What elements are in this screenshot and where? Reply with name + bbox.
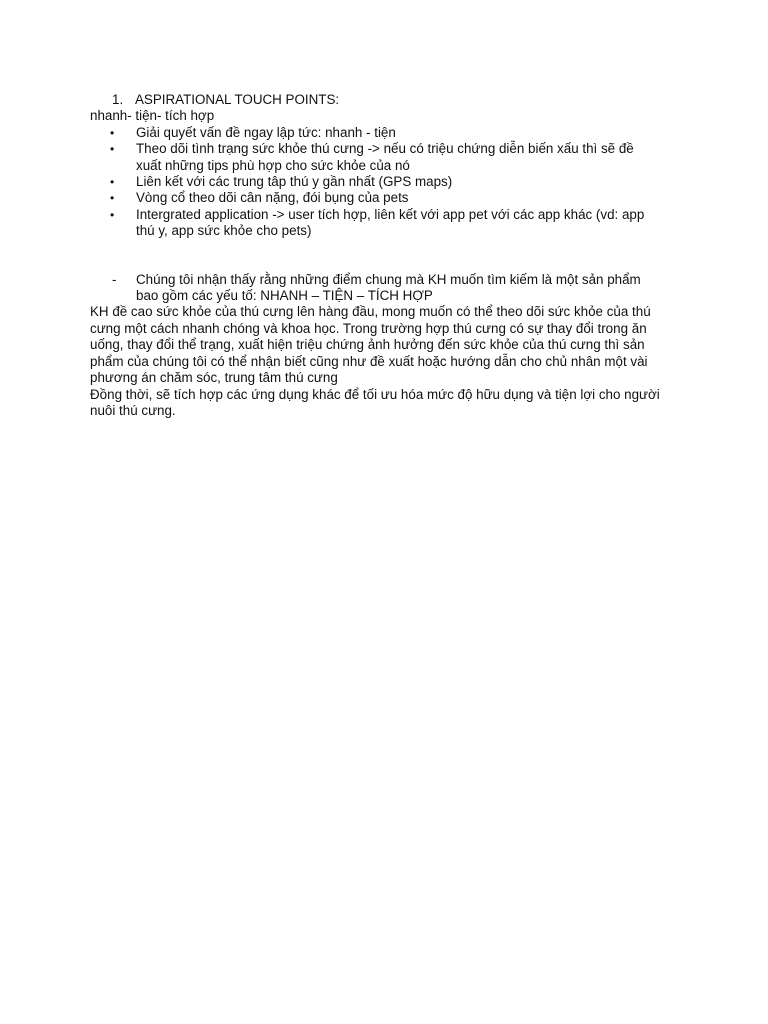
section-heading xyxy=(112,92,670,108)
paragraph-integration: Đồng thời, sẽ tích hợp các ứng dụng khác để tối ưu hóa mức độ hữu dụng và tiện lợi cho người nuôi thú cưng. xyxy=(90,386,660,418)
bullet-icon: • xyxy=(110,142,115,157)
bullet-text: Liên kết với các trung tâp thú y gần nhất (GPS maps) xyxy=(136,174,453,190)
bullet-icon: • xyxy=(110,125,115,140)
dash-item-text: Chúng tôi nhận thấy rằng những điểm chung mà KH muốn tìm kiếm là một sản phẩm bao gồm các yếu tố: NHANH – TIỆN – TÍCH HỢP xyxy=(136,271,641,304)
list-item xyxy=(110,207,670,240)
conclusion-dash-item xyxy=(112,272,670,305)
bullet-icon: • xyxy=(110,191,115,206)
blank-space xyxy=(90,240,670,272)
bullet-text: Intergrated application -> user tích hợp, liên kết với app pet với các app khác (vd: app thú y, app sức khỏe cho pets) xyxy=(136,206,645,239)
bullet-icon: • xyxy=(110,175,115,190)
bullet-text: Theo dõi tình trạng sức khỏe thú cưng -> nếu có triệu chứng diễn biến xấu thì sẽ đề xuất những tips phù hợp cho sức khỏe của nó xyxy=(136,141,634,173)
bullet-text: Vòng cổ theo dõi cân nặng, đói bụng của pets xyxy=(136,190,409,206)
list-item xyxy=(110,190,670,206)
paragraph-customer-needs: KH đề cao sức khỏe của thú cưng lên hàng đầu, mong muốn có thể theo dõi sức khỏe của thú cưng một cách nhanh chóng và khoa học. Trong trường hợp thú cưng có sự thay đổi trong ăn uống, thay đổi thể trạng, xuất hiện triệu chứng ảnh hưởng đến sức khỏe của thú cưng thì sản phẩm của chúng tôi có thể nhận biết cũng như đề xuất hoặc hướng dẫn cho chủ nhân một vài phương án chăm sóc, trung tâm thú cưng xyxy=(90,304,651,386)
subtitle-line: nhanh- tiện- tích hợp xyxy=(90,108,215,124)
heading-text: ASPIRATIONAL TOUCH POINTS: xyxy=(135,92,340,107)
bullet-text: Giải quyết vấn đề ngay lập tức: nhanh - tiện xyxy=(136,124,396,140)
list-item xyxy=(110,141,670,174)
list-item xyxy=(110,174,670,190)
touchpoint-bullet-list xyxy=(90,125,670,240)
dash-marker: - xyxy=(112,271,117,287)
bullet-icon: • xyxy=(110,207,115,222)
document-content xyxy=(90,92,670,419)
list-item xyxy=(110,125,670,141)
heading-number: 1. xyxy=(112,92,124,107)
